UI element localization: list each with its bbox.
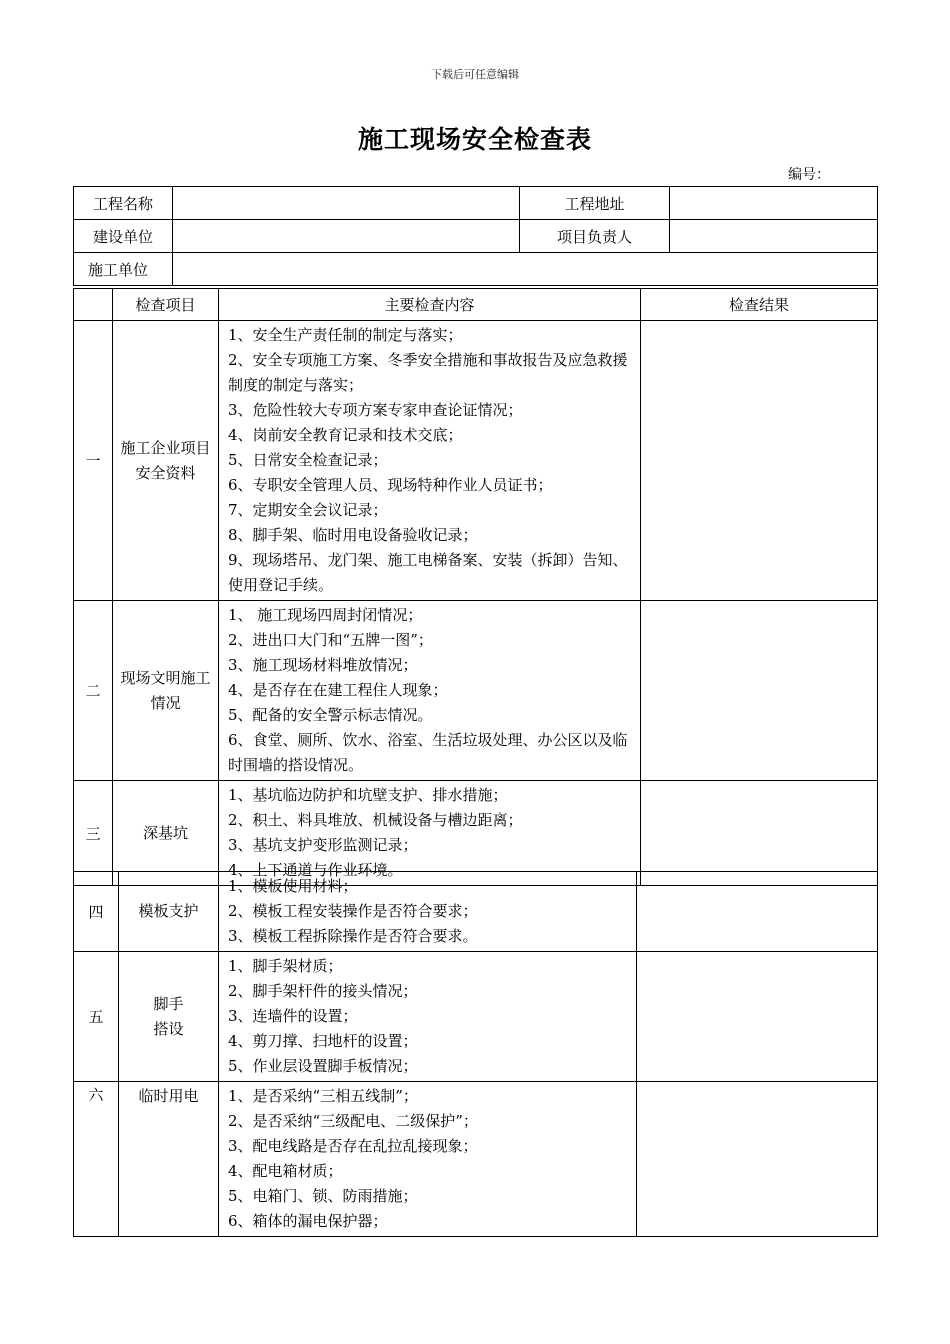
check-line: 1、脚手架材质； — [228, 957, 343, 975]
check-line: 1、 施工现场四周封闭情况； — [228, 606, 423, 624]
section-name: 临时用电 — [119, 1082, 219, 1237]
content-column-header: 主要检查内容 — [219, 289, 641, 321]
table-row — [74, 321, 878, 601]
check-line: 3、连墙件的设置； — [228, 1007, 358, 1025]
section-name — [119, 952, 219, 1082]
section-result-field[interactable] — [641, 601, 878, 781]
check-line: 4、上下通道与作业环境。 — [228, 861, 403, 879]
section-number: 四 — [74, 872, 119, 952]
section-name-line: 搭设 — [153, 1019, 184, 1038]
check-line: 2、脚手架杆件的接头情况； — [228, 982, 418, 1000]
construction-unit-label: 建设单位 — [74, 220, 173, 253]
section-content — [219, 872, 637, 952]
section-result-field[interactable] — [637, 952, 878, 1082]
section-number: 一 — [74, 321, 113, 601]
section-name: 现场文明施工情况 — [113, 601, 219, 781]
check-line: 6、食堂、厕所、饮水、浴室、生活垃圾处理、办公区以及临时围墙的搭设情况。 — [228, 731, 628, 774]
project-address-label: 工程地址 — [520, 187, 670, 220]
section-result-field[interactable] — [637, 1082, 878, 1237]
check-line: 1、基坑临边防护和坑壁支护、排水措施； — [228, 786, 508, 804]
check-line: 2、进出口大门和“五牌一图”； — [228, 631, 433, 649]
check-line: 5、作业层设置脚手板情况； — [228, 1057, 418, 1075]
section-content — [219, 1082, 637, 1237]
section-content — [219, 781, 641, 886]
table-row — [74, 601, 878, 781]
check-line: 1、模板使用材料； — [228, 877, 358, 895]
project-name-label: 工程名称 — [74, 187, 173, 220]
section-name: 施工企业项目安全资料 — [113, 321, 219, 601]
section-content — [219, 601, 641, 781]
check-line: 4、是否存在在建工程住人现象； — [228, 681, 448, 699]
table-row — [74, 781, 878, 886]
check-line: 8、脚手架、临时用电设备验收记录； — [228, 526, 478, 544]
check-line: 3、危险性较大专项方案专家申查论证情况； — [228, 401, 523, 419]
check-line: 6、专职安全管理人员、现场特种作业人员证书； — [228, 476, 553, 494]
check-line: 1、是否采纳“三相五线制”； — [228, 1087, 418, 1105]
check-line: 5、电箱门、锁、防雨措施； — [228, 1187, 418, 1205]
section-result-field[interactable] — [641, 781, 878, 886]
check-line: 7、定期安全会议记录； — [228, 501, 388, 519]
check-line: 4、配电箱材质； — [228, 1162, 343, 1180]
project-leader-label: 项目负责人 — [520, 220, 670, 253]
section-name: 模板支护 — [119, 872, 219, 952]
header-note: 下载后可任意编辑 — [431, 68, 519, 81]
check-line: 1、安全生产责任制的制定与落实； — [228, 326, 463, 344]
check-line: 5、日常安全检查记录； — [228, 451, 388, 469]
check-line: 2、模板工程安装操作是否符合要求； — [228, 902, 478, 920]
item-column-header: 检查项目 — [113, 289, 219, 321]
table-row — [74, 872, 878, 952]
check-line: 5、配备的安全警示标志情况。 — [228, 706, 433, 724]
check-line: 4、剪刀撑、扫地杆的设置； — [228, 1032, 418, 1050]
check-line: 6、箱体的漏电保护器； — [228, 1212, 388, 1230]
table-row — [74, 1082, 878, 1237]
builder-unit-field[interactable] — [173, 253, 878, 286]
section-result-field[interactable] — [637, 872, 878, 952]
project-leader-field[interactable] — [670, 220, 878, 253]
project-name-field[interactable] — [173, 187, 520, 220]
check-line: 3、模板工程拆除操作是否符合要求。 — [228, 927, 478, 945]
construction-unit-field[interactable] — [173, 220, 520, 253]
section-content — [219, 321, 641, 601]
page-title: 施工现场安全检查表 — [357, 125, 592, 154]
check-line: 4、岗前安全教育记录和技术交底； — [228, 426, 463, 444]
project-info-table — [73, 186, 878, 286]
section-number: 六 — [74, 1082, 119, 1237]
section-number: 二 — [74, 601, 113, 781]
section-result-field[interactable] — [641, 321, 878, 601]
section-number: 三 — [74, 781, 113, 886]
section-number: 五 — [74, 952, 119, 1082]
section-content — [219, 952, 637, 1082]
result-column-header: 检查结果 — [641, 289, 878, 321]
check-line: 2、安全专项施工方案、冬季安全措施和事故报告及应急救援制度的制定与落实； — [228, 351, 628, 394]
number-label: 编号： — [788, 167, 830, 183]
check-line: 3、配电线路是否存在乱拉乱接现象； — [228, 1137, 478, 1155]
section-name-line: 脚手 — [153, 994, 184, 1013]
check-line: 9、现场塔吊、龙门架、施工电梯备案、安装（拆卸）告知、使用登记手续。 — [228, 551, 628, 594]
number-column-header — [74, 289, 113, 321]
check-line: 3、施工现场材料堆放情况； — [228, 656, 418, 674]
builder-unit-label: 施工单位 — [74, 253, 173, 286]
check-line: 3、基坑支护变形监测记录； — [228, 836, 418, 854]
project-address-field[interactable] — [670, 187, 878, 220]
table-row — [74, 952, 878, 1082]
check-line: 2、是否采纳“三级配电、二级保护”； — [228, 1112, 478, 1130]
inspection-table-lower — [73, 871, 878, 1237]
inspection-table-upper — [73, 288, 878, 886]
section-name: 深基坑 — [113, 781, 219, 886]
check-line: 2、积土、料具堆放、机械设备与槽边距离； — [228, 811, 523, 829]
